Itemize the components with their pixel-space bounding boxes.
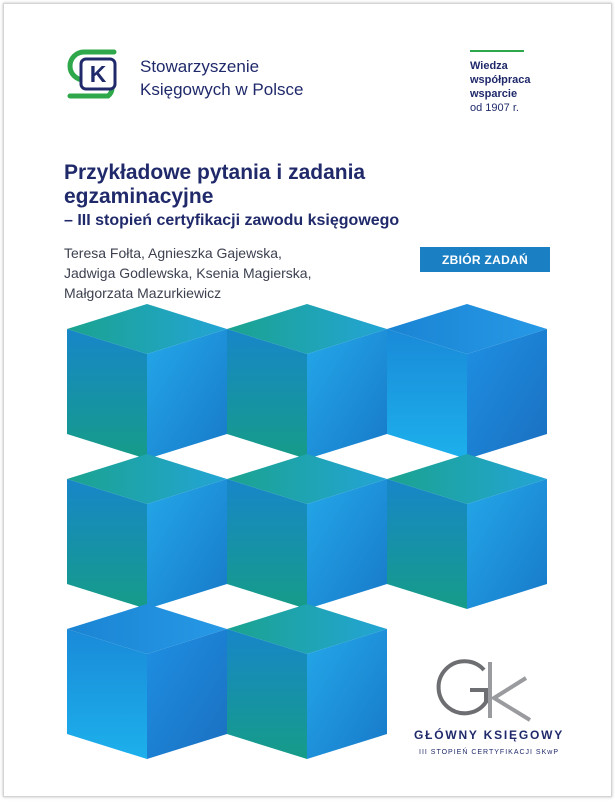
book-cover	[3, 3, 612, 797]
title-line1: Przykładowe pytania i zadania	[64, 161, 366, 184]
tagline-line1: Wiedza	[470, 60, 508, 72]
title-subtitle: – III stopień certyfikacji zawodu księgowego	[64, 212, 400, 229]
organization-name-line1: Stowarzyszenie	[140, 57, 260, 76]
imprint-subtitle: III STOPIEŃ CERTYFIKACJI SKwP	[419, 749, 559, 756]
tagline-since: od 1907 r.	[470, 102, 519, 114]
imprint-name: GŁÓWNY KSIĘGOWY	[413, 728, 565, 742]
glowny-ksiegowy-logo-icon	[434, 656, 544, 724]
author-line: Jadwiga Godlewska, Ksenia Magierska,	[64, 265, 312, 281]
collection-badge: ZBIÓR ZADAŃ	[420, 247, 550, 272]
author-line: Teresa Fołta, Agnieszka Gajewska,	[64, 245, 282, 261]
tagline-line2: współpraca	[470, 74, 531, 86]
organization-name-line2: Księgowych w Polsce	[140, 80, 304, 99]
title-line2: egzaminacyjne	[64, 185, 214, 208]
tagline-line3: wsparcie	[470, 88, 518, 100]
logo-letter: K	[89, 61, 107, 87]
author-line: Małgorzata Mazurkiewicz	[64, 285, 222, 301]
